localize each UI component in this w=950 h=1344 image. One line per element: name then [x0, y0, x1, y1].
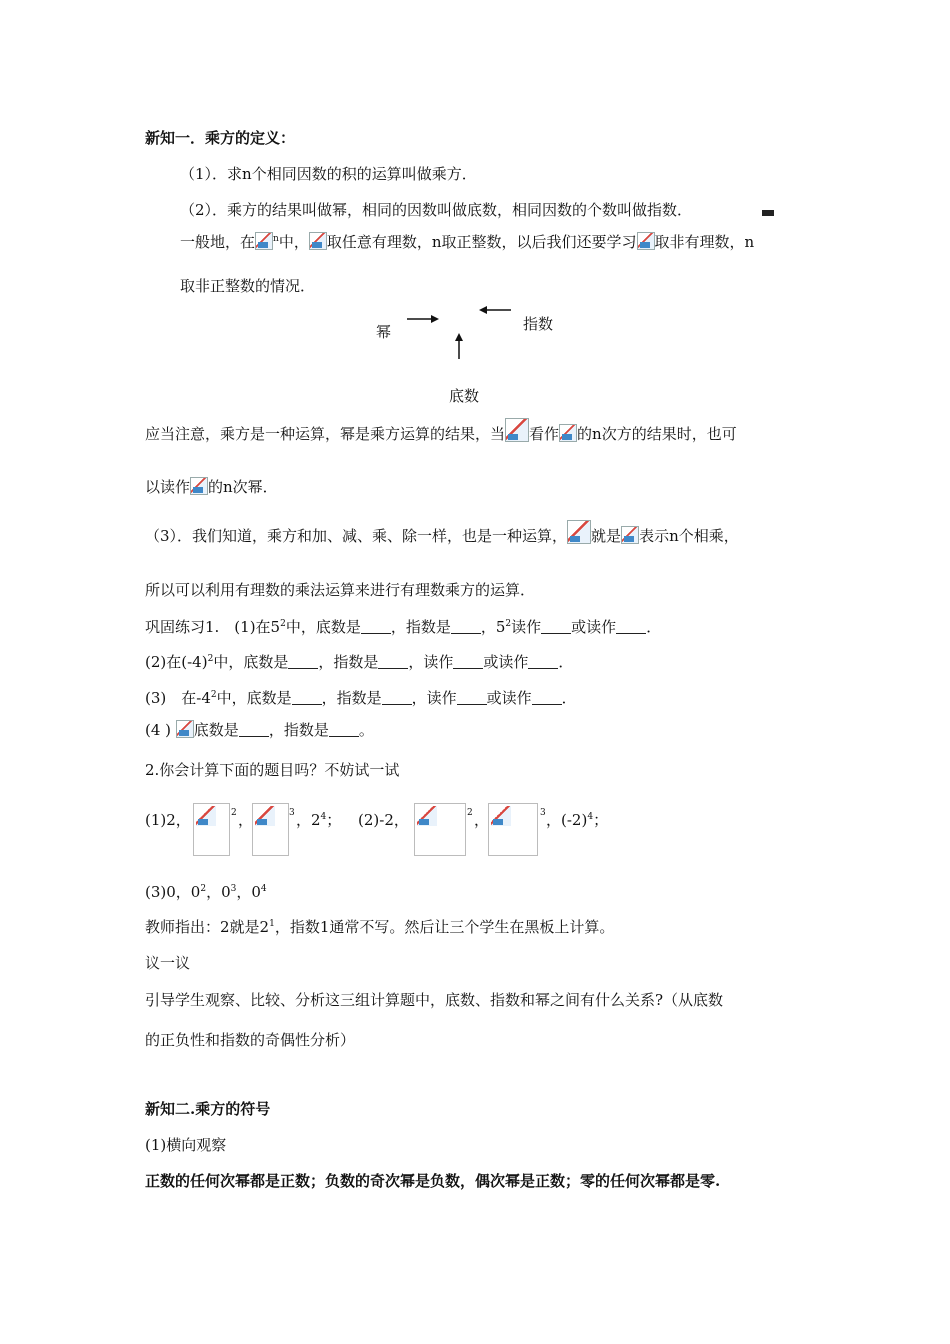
q1-text: ，5	[480, 618, 506, 636]
q3-text: ，指数是	[321, 689, 382, 707]
practice-q2	[145, 652, 573, 672]
note-text-a: 应当注意，乘方是一种运算，幂是乘方运算的结果，当	[145, 425, 506, 443]
formula-image-icon	[637, 232, 655, 250]
answer-blank[interactable]	[457, 690, 487, 705]
calc-r2b	[546, 810, 608, 830]
teacher-note	[145, 917, 614, 937]
general-text-c: 取任意有理数，n取正整数，以后我们还要学习	[326, 233, 637, 251]
formula-image-icon	[491, 806, 511, 826]
calc-sup: 4	[587, 812, 594, 822]
section1-title: 新知一．乘方的定义：	[145, 129, 296, 147]
q1-text: 读作	[511, 618, 542, 636]
calc-comma: ，	[474, 811, 490, 829]
answer-blank[interactable]	[292, 690, 322, 705]
stray-mark	[762, 210, 774, 216]
calc-r2a: (2)-2，	[358, 811, 409, 829]
calc-sup: 3	[289, 808, 295, 818]
diagram-base-label: 底数	[449, 387, 480, 405]
note-paragraph-cont	[145, 477, 278, 497]
calc-text: ，(-2)	[546, 811, 588, 829]
calc-sup: 2	[231, 808, 237, 818]
answer-blank[interactable]	[541, 619, 571, 634]
formula-image-icon	[417, 806, 437, 826]
q1-text: 中，底数是	[285, 618, 361, 636]
section2-rule: 正数的任何次幂都是正数；负数的奇次幂是负数，偶次幂是正数；零的任何次幂都是零.	[145, 1172, 721, 1190]
teacher-sup: 1	[269, 919, 275, 929]
q4-text: (4 )	[145, 721, 172, 739]
q2-text: 中，底数是	[213, 653, 289, 671]
general-text-a: 一般地，在	[180, 233, 256, 251]
answer-blank[interactable]	[239, 722, 269, 737]
answer-blank[interactable]	[329, 722, 359, 737]
q3-text: (3) 在-4	[145, 689, 211, 707]
answer-blank[interactable]	[288, 654, 318, 669]
general-text-d: 取非有理数，n	[654, 233, 755, 251]
paragraph-3	[145, 520, 739, 546]
note-paragraph	[145, 418, 737, 444]
q1-text: ．	[646, 618, 662, 636]
answer-blank[interactable]	[382, 690, 412, 705]
calc-text: ，0	[236, 883, 261, 901]
calc-sup: 4	[260, 884, 267, 894]
q4-text: 底数是	[193, 721, 239, 739]
formula-frame	[193, 803, 230, 856]
calc-sup: 2	[200, 884, 207, 894]
formula-image-icon	[309, 232, 327, 250]
note-text-b: 看作	[529, 425, 560, 443]
q2-text: 或读作	[483, 653, 529, 671]
answer-blank[interactable]	[532, 690, 562, 705]
calc-title: 2.你会计算下面的题目吗？不妨试一试	[145, 761, 400, 779]
formula-image-icon	[505, 418, 529, 442]
q4-text: 。	[358, 721, 374, 739]
answer-blank[interactable]	[616, 619, 646, 634]
formula-image-icon	[176, 720, 194, 738]
diagram-exponent-label: 指数	[523, 315, 554, 333]
q1-text: 或读作	[571, 618, 617, 636]
note-text-c: 的n次方的结果时，也可	[577, 425, 737, 443]
answer-blank[interactable]	[451, 619, 481, 634]
q3-text: 或读作	[486, 689, 532, 707]
general-text-b: 中，	[278, 233, 309, 251]
calc-sup: 3	[230, 884, 237, 894]
formula-frame	[414, 803, 466, 856]
q1-text: ，指数是	[390, 618, 451, 636]
answer-blank[interactable]	[378, 654, 408, 669]
formula-frame	[488, 803, 538, 856]
p3-text-c: 表示n个相乘，	[639, 527, 739, 545]
q4-text: ，指数是	[268, 721, 329, 739]
practice-q3	[145, 688, 577, 708]
calc-text: ；	[326, 811, 342, 829]
formula-image-icon	[621, 526, 639, 544]
q2-text: (2)在(-4)	[145, 653, 208, 671]
p3-text-b: 就是	[591, 527, 622, 545]
diagram-power-label: 幂	[376, 323, 392, 341]
calc-sup: 4	[320, 812, 327, 822]
general-paragraph-cont: 取非正整数的情况．	[180, 277, 316, 295]
definition-paragraph-2: （2）．乘方的结果叫做幂，相同的因数叫做底数，相同因数的个数叫做指数．	[180, 201, 693, 219]
general-paragraph	[180, 232, 754, 252]
q3-text: 中，底数是	[216, 689, 292, 707]
discuss-line-1: 引导学生观察、比较、分析这三组计算题中，底数、指数和幂之间有什么关系?（从底数	[145, 991, 724, 1009]
discuss-line-2: 的正负性和指数的奇偶性分析）	[145, 1031, 356, 1049]
teacher-text: ，指数1通常不写。然后让三个学生在黑板上计算。	[274, 918, 615, 936]
arrow-right-icon	[406, 312, 440, 326]
teacher-text: 教师指出：2就是2	[145, 918, 270, 936]
arrow-up-icon	[452, 332, 466, 360]
calc-sup: 2	[467, 808, 473, 818]
arrow-left-icon	[478, 303, 512, 317]
calc-r1b	[296, 810, 341, 830]
q3-text: ．	[561, 689, 577, 707]
q1-text: 巩固练习1. (1)在5	[145, 618, 281, 636]
practice-q4	[145, 720, 374, 740]
q3-text: ，读作	[411, 689, 457, 707]
q2-text: ．	[558, 653, 574, 671]
paragraph-3-cont: 所以可以利用有理数的乘法运算来进行有理数乘方的运算．	[145, 581, 536, 599]
calc-comma: ，	[238, 811, 254, 829]
definition-paragraph-1: （1）．求n个相同因数的积的运算叫做乘方．	[180, 165, 477, 183]
section2-title: 新知二.乘方的符号	[145, 1100, 271, 1118]
calc-text: ，2	[296, 811, 321, 829]
q2-text: ，指数是	[318, 653, 379, 671]
calc-text: ，0	[206, 883, 231, 901]
section2-subtitle: (1)横向观察	[145, 1136, 227, 1154]
note-text-d: 以读作	[145, 478, 191, 496]
formula-image-icon	[190, 477, 208, 495]
calc-text: ；	[593, 811, 609, 829]
answer-blank[interactable]	[361, 619, 391, 634]
calc-r1a: (1)2，	[145, 811, 191, 829]
formula-sup: n	[273, 234, 279, 244]
formula-image-icon	[559, 424, 577, 442]
q3-sup: 2	[210, 690, 217, 700]
formula-image-icon	[255, 232, 273, 250]
calc-sup: 3	[540, 808, 546, 818]
answer-blank[interactable]	[528, 654, 558, 669]
practice-q1	[145, 617, 661, 637]
formula-frame	[252, 803, 289, 856]
q1-sup: 2	[280, 619, 286, 629]
formula-image-icon	[255, 806, 275, 826]
q1-sup: 2	[505, 619, 512, 629]
calc-r3	[145, 882, 267, 902]
formula-image-icon	[567, 520, 591, 544]
calc-text: (3)0，0	[145, 883, 201, 901]
p3-text-a: （3）．我们知道，乘方和加、减、乘、除一样，也是一种运算，	[145, 527, 568, 545]
note-text-e: 的n次幂．	[208, 478, 278, 496]
q2-sup: 2	[207, 654, 214, 664]
answer-blank[interactable]	[453, 654, 483, 669]
discuss-title: 议一议	[145, 954, 191, 972]
formula-image-icon	[196, 806, 216, 826]
q2-text: ，读作	[408, 653, 454, 671]
